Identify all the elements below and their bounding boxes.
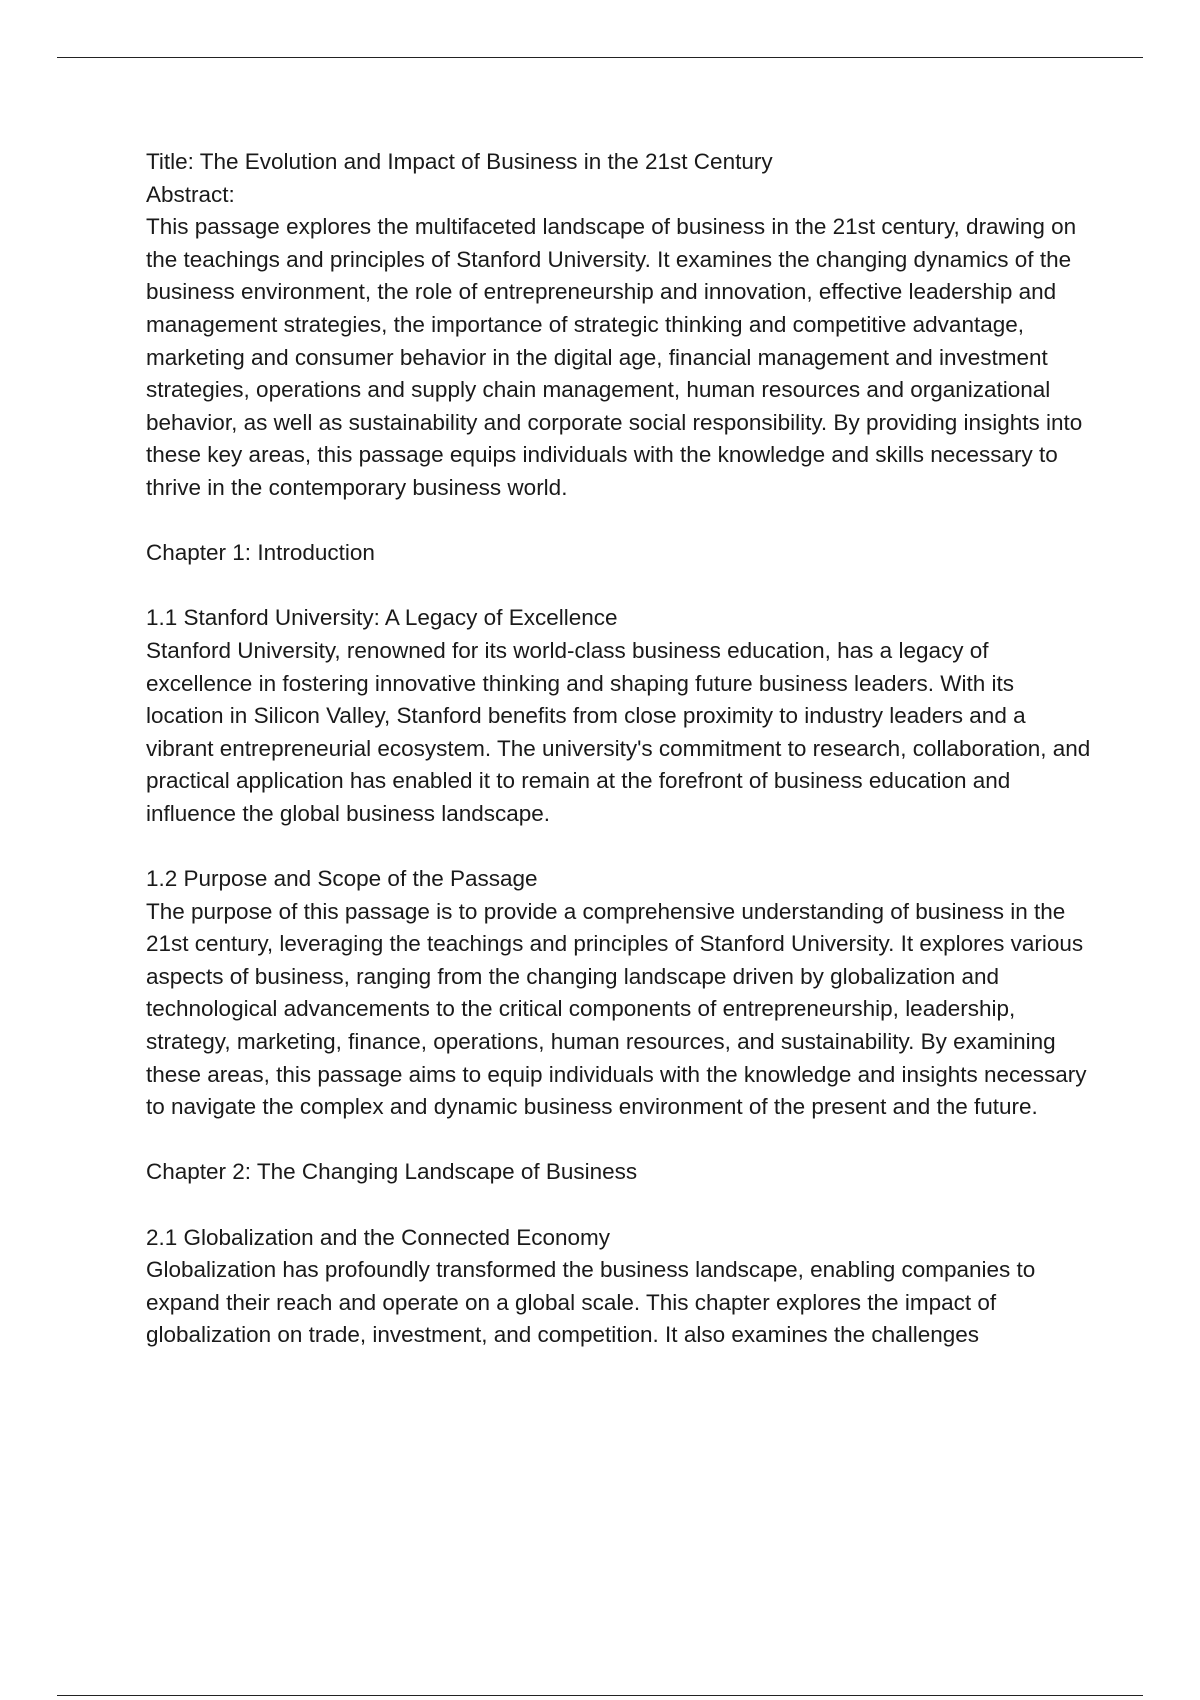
abstract-label: Abstract: xyxy=(146,181,235,207)
section-2-1-heading: 2.1 Globalization and the Connected Economy xyxy=(146,1224,611,1250)
section-1-2-paragraph: The purpose of this passage is to provide a comprehensive understanding of business in the 21st century, leveraging the teachings and principles of Stanford University. It explores various aspects of business, ranging from the changing landscape driven by globalization and technological advancements to the critical components of entrepreneurship, leadership, strategy, marketing, finance, operations, human resources, and sustainability. By examining these areas, this passage aims to equip individuals with the knowledge and insights necessary to navigate the complex and dynamic business environment of the present and the future. xyxy=(146,898,1087,1120)
bottom-divider xyxy=(57,1695,1143,1696)
chapter-1-heading: Chapter 1: Introduction xyxy=(146,540,375,566)
top-divider xyxy=(57,57,1143,58)
section-1-2-heading: 1.2 Purpose and Scope of the Passage xyxy=(146,866,538,892)
section-1-1-heading: 1.1 Stanford University: A Legacy of Excellence xyxy=(146,605,618,631)
section-2-1-paragraph: Globalization has profoundly transformed the business landscape, enabling companies to expand their reach and operate on a global scale. This chapter explores the impact of globalization on trade, investment, and competition. It also examines the challenges xyxy=(146,1257,1036,1348)
section-1-1-paragraph: Stanford University, renowned for its world-class business education, has a legacy of excellence in fostering innovative thinking and shaping future business leaders. With its location in Silicon Valley, Stanford benefits from close proximity to industry leaders and a vibrant entrepreneurial ecosystem. The university's commitment to research, collaboration, and practical application has enabled it to remain at the forefront of business education and influence the global business landscape. xyxy=(146,637,1091,826)
document-title: Title: The Evolution and Impact of Business in the 21st Century xyxy=(146,149,773,174)
document-body xyxy=(146,146,1096,1352)
abstract-paragraph: This passage explores the multifaceted landscape of business in the 21st century, drawing on the teachings and principles of Stanford University. It examines the changing dynamics of the business environment, the role of entrepreneurship and innovation, effective leadership and management strategies, the importance of strategic thinking and competitive advantage, marketing and consumer behavior in the digital age, financial management and investment strategies, operations and supply chain management, human resources and organizational behavior, as well as sustainability and corporate social responsibility. By providing insights into these key areas, this passage equips individuals with the knowledge and skills necessary to thrive in the contemporary business world. xyxy=(146,214,1083,500)
chapter-2-heading: Chapter 2: The Changing Landscape of Business xyxy=(146,1159,638,1185)
